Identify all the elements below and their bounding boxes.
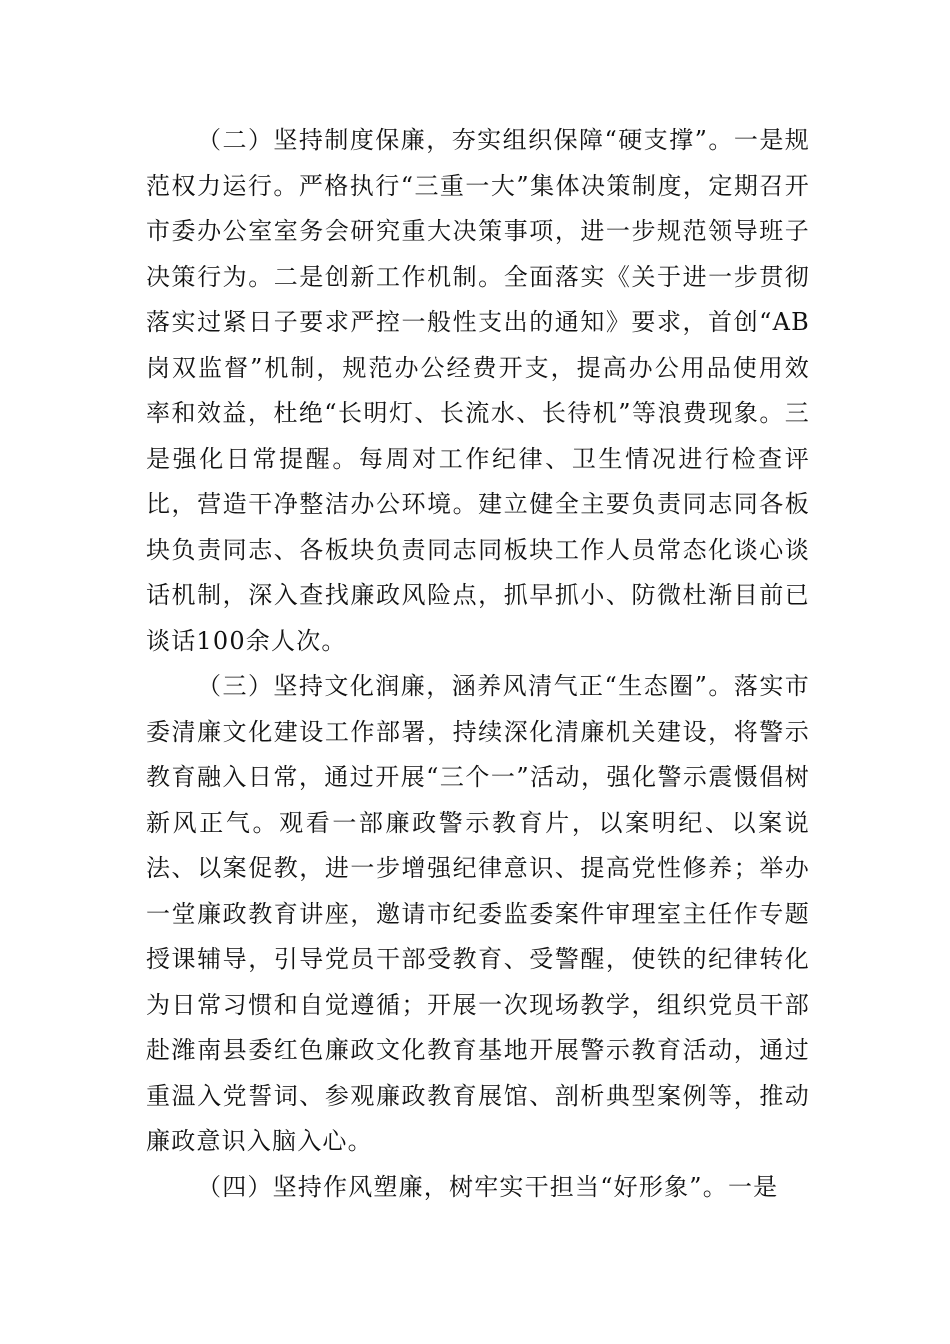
paragraph-style-integrity: （四）坚持作风塑廉，树牢实干担当“好形象”。一是: [197, 1172, 779, 1201]
paragraph-culture-integrity: （三）坚持文化润廉，涵养风清气正“生态圈”。落实市委清廉文化建设工作部署，持续深化清廉机关建设，将警示教育融入日常，通过开展“三个一”活动，强化警示震慑倡树新风正气。观看一部廉政警示教育片，以案明纪、以案说法、以案促教，进一步增强纪律意识、提高党性修养；举办一堂廉政教育讲座，邀请市纪委监委案件审理室主任作专题授课辅导，引导党员干部受教育、受警醒，使铁的纪律转化为日常习惯和自觉遵循；开展一次现场教学，组织党员干部赴潍南县委红色廉政文化教育基地开展警示教育活动，通过重温入党誓词、参观廉政教育展馆、剖析典型案例等，推动廉政意识入脑入心。: [146, 672, 810, 1155]
document-body: [146, 118, 810, 1210]
paragraph-system-guarantee: （二）坚持制度保廉，夯实组织保障“硬支撑”。一是规范权力运行。严格执行“三重一大”集体决策制度，定期召开市委办公室室务会研究重大决策事项，进一步规范领导班子决策行为。二是创新工作机制。全面落实《关于进一步贯彻落实过紧日子要求严控一般性支出的通知》要求，首创“AB岗双监督”机制，规范办公经费开支，提高办公用品使用效率和效益，杜绝“长明灯、长流水、长待机”等浪费现象。三是强化日常提醒。每周对工作纪律、卫生情况进行检查评比，营造干净整洁办公环境。建立健全主要负责同志同各板块负责同志、各板块负责同志同板块工作人员常态化谈心谈话机制，深入查找廉政风险点，抓早抓小、防微杜渐目前已谈话100余人次。: [146, 126, 810, 655]
